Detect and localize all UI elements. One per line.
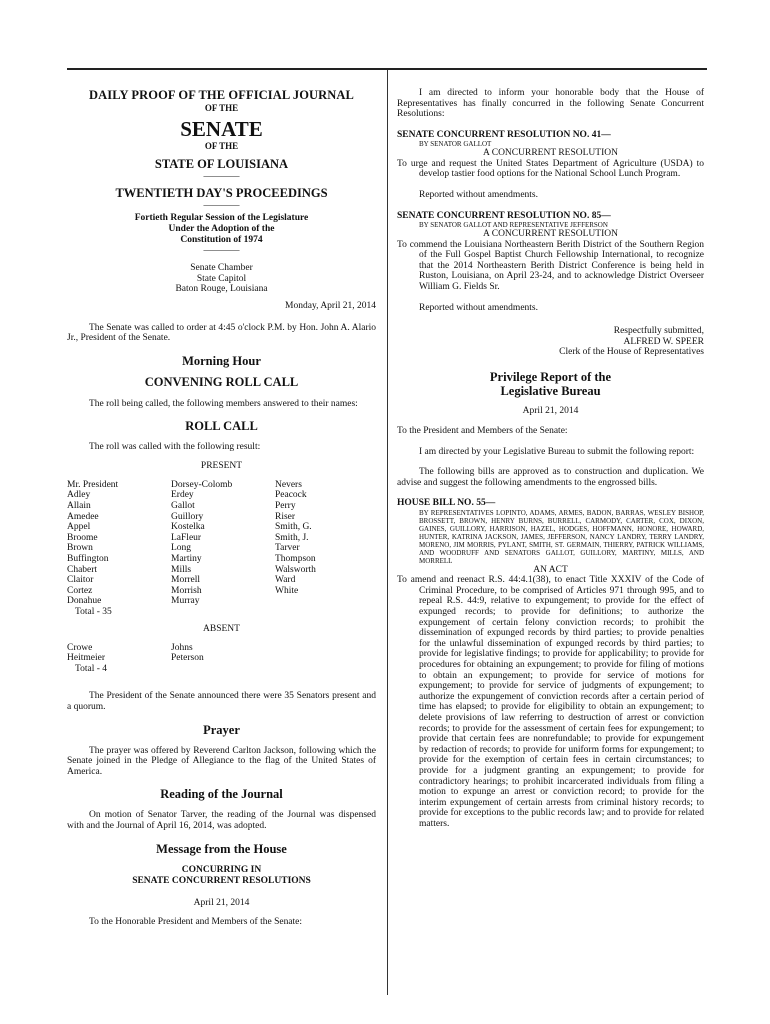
left-column bbox=[67, 88, 376, 927]
senator-name: Morrish bbox=[171, 585, 202, 596]
session-line-2: Under the Adoption of the bbox=[168, 224, 275, 234]
senator-name: Riser bbox=[275, 511, 296, 522]
scr-85-reported: Reported without amendments. bbox=[419, 302, 538, 313]
senate-heading: SENATE bbox=[180, 117, 263, 141]
concurring-line-2: SENATE CONCURRENT RESOLUTIONS bbox=[132, 875, 311, 886]
signature-title: Clerk of the House of Representatives bbox=[559, 347, 704, 358]
senator-name: LaFleur bbox=[171, 532, 202, 543]
privilege-date: April 21, 2014 bbox=[522, 405, 579, 416]
privilege-to: To the President and Members of the Senate: bbox=[397, 425, 568, 436]
scr-41-type: A CONCURRENT RESOLUTION bbox=[483, 148, 618, 159]
scr-41-reported: Reported without amendments. bbox=[419, 189, 538, 200]
place-line-2: State Capitol bbox=[196, 273, 247, 284]
privilege-following: The following bills are approved as to construction and duplication. We advise and suggest the following amendments to the engrossed bills. bbox=[397, 467, 704, 488]
senator-name: Tarver bbox=[275, 543, 300, 554]
senator-name: Martiny bbox=[171, 554, 202, 565]
present-column-2 bbox=[171, 480, 275, 607]
senator-name: Smith, G. bbox=[275, 522, 312, 533]
convening-roll-call-heading: CONVENING ROLL CALL bbox=[144, 374, 299, 389]
called-to-order: The Senate was called to order at 4:45 o'clock P.M. by Hon. John A. Alario Jr., President of the Senate. bbox=[67, 322, 376, 344]
prayer-heading: Prayer bbox=[203, 722, 240, 737]
senator-name: Perry bbox=[275, 501, 296, 512]
senator-name: Donahue bbox=[67, 596, 102, 607]
roll-result: The roll was called with the following result: bbox=[89, 442, 261, 453]
scr-41-body: To urge and request the United States Department of Agriculture (USDA) to develop tastier food options for the National School Lunch Program. bbox=[397, 158, 704, 180]
of-the-1: OF THE bbox=[204, 103, 239, 113]
place-line-3: Baton Rouge, Louisiana bbox=[175, 284, 268, 294]
scr-85-sponsor: BY SENATOR GALLOT AND REPRESENTATIVE JEFFERSON bbox=[419, 221, 608, 230]
absent-column-2 bbox=[171, 643, 277, 664]
senator-name: Smith, J. bbox=[275, 532, 309, 543]
column-divider bbox=[387, 70, 388, 995]
senator-name: Brown bbox=[67, 543, 93, 554]
right-column bbox=[397, 88, 704, 830]
reading-text: On motion of Senator Tarver, the reading of the Journal was dispensed with and the Journal of April 16, 2014, was adopted. bbox=[67, 810, 376, 831]
session-line-1: Fortieth Regular Session of the Legislature bbox=[134, 213, 309, 223]
dash-1: ———— bbox=[203, 171, 240, 181]
senator-name: Johns bbox=[171, 642, 193, 653]
senator-name: Appel bbox=[67, 522, 91, 533]
senator-name: Morrell bbox=[171, 575, 201, 586]
signature-line-1: Respectfully submitted, bbox=[613, 326, 704, 337]
journal-date: Monday, April 21, 2014 bbox=[285, 300, 376, 311]
senator-name: Buffington bbox=[67, 554, 109, 565]
senator-name: Gallot bbox=[171, 501, 195, 512]
scr-41-sponsor: BY SENATOR GALLOT bbox=[419, 140, 492, 149]
hb-55-body: To amend and reenact R.S. 44:4.1(38), to enact Title XXXIV of the Code of Criminal Procedure, to be comprised of Articles 971 through 995, and to repeal R.S. 44:9, relative to expungement; to provide for the effect of expunged records; to provide for definitions; to authorize the expungement of certain felony conviction records; to prohibit the dissemination of expunged records by third parties; to provide penalties for the unlawful dissemination of expunged records by third parties; to provide for legislative findings; to provide for applicability; to provide for procedures for obtaining an expungement; to provide for filing of motions to obtain an expungement; to provide for service of motions for expungement; to provide for service of judgments of expungement; to authorize the expungement of conviction records after a certain period of time has elapsed; to provide for eligibility to obtain an expungement; to delete provisions of law referring to destruction of arrest or conviction records; to provide for the assessment of certain fees for expungement; to provide that certain fees are nonrefundable; to provide for expungement by redaction of records; to provide for uniform forms for expungement; to provide for the exemption of certain fees in certain circumstances; to provide for a judgment granting an expungement; to provide for contradictory hearings; to prohibit incarcerated individuals from filing a motion to expunge an arrest or conviction record; to provide for the interim expungement of certain arrests from criminal history records; to provide for exceptions to the public records law; and to provide for related matters. bbox=[397, 575, 704, 829]
senator-name: Murray bbox=[171, 596, 200, 607]
senator-name: Allain bbox=[67, 501, 91, 512]
hb-55-title: HOUSE BILL NO. 55— bbox=[397, 498, 496, 509]
senator-name: Long bbox=[171, 543, 192, 554]
scr-41-title: SENATE CONCURRENT RESOLUTION NO. 41— bbox=[397, 129, 611, 140]
senator-name: Ward bbox=[275, 575, 296, 586]
session-line-3: Constitution of 1974 bbox=[180, 235, 263, 245]
senator-name: Nevers bbox=[275, 479, 302, 490]
present-total: Total - 35 bbox=[75, 607, 112, 617]
senator-name: Adley bbox=[67, 490, 91, 501]
senator-name: Thompson bbox=[275, 554, 316, 565]
privilege-directed: I am directed by your Legislative Bureau to submit the following report: bbox=[419, 446, 695, 457]
privilege-heading-1: Privilege Report of the bbox=[489, 369, 612, 384]
absent-total: Total - 4 bbox=[75, 663, 108, 674]
present-column-1 bbox=[67, 480, 171, 607]
roll-call-heading: ROLL CALL bbox=[185, 419, 258, 434]
senator-name: Crowe bbox=[67, 642, 93, 653]
dash-3: ———— bbox=[203, 245, 240, 255]
hb-55-sponsors: BY REPRESENTATIVES LOPINTO, ADAMS, ARMES, BADON, BARRAS, WESLEY BISHOP, BROSSETT, BROWN, HENRY BURNS, BURRELL, CARMODY, CARTER, COX, DIXON, GAINES, GUILLORY, HARRISON, HAZEL, HODGES, HOFFMANN, HONORE, HOWARD, HUNTER, KATRINA JACKSON, JAMES, JEFFERSON, NANCY LANDRY, TERRY LANDRY, MORENO, JIM MORRIS, PYLANT, SMITH, ST. GERMAIN, THIERRY, PATRICK WILLIAMS, AND WOODRUFF AND SENATORS GALLOT, GUILLORY, MARTINY, MILLS, AND MORRELL bbox=[419, 508, 704, 565]
message-date: April 21, 2014 bbox=[193, 897, 250, 908]
absent-column-1 bbox=[67, 643, 171, 664]
scr-85-body: To commend the Louisiana Northeastern Berith District of the Southern Region of the Full Gospel Baptist Church Fellowship International, to recognize that the 2014 Northeastern Berith District Conference is being held in Ruston, Louisiana, on April 23-24, and to acknowledge District Overseer William G. Fields Sr. bbox=[397, 239, 704, 292]
scr-85-title: SENATE CONCURRENT RESOLUTION NO. 85— bbox=[397, 210, 611, 221]
signature-name: ALFRED W. SPEER bbox=[623, 336, 704, 347]
message-to: To the Honorable President and Members of the Senate: bbox=[89, 916, 303, 927]
senator-name: Cortez bbox=[67, 585, 93, 596]
message-heading: Message from the House bbox=[156, 841, 287, 856]
senator-name: Erdey bbox=[171, 490, 194, 501]
senator-name: Mr. President bbox=[67, 479, 119, 490]
scr-85-type: A CONCURRENT RESOLUTION bbox=[483, 229, 618, 240]
present-table bbox=[67, 480, 337, 607]
absent-label: ABSENT bbox=[203, 623, 240, 634]
senator-name: Dorsey-Colomb bbox=[171, 479, 233, 490]
roll-being-called: The roll being called, the following members answered to their names: bbox=[89, 398, 358, 409]
present-column-3 bbox=[275, 480, 337, 607]
proceedings-heading: TWENTIETH DAY'S PROCEEDINGS bbox=[115, 186, 328, 200]
senator-name: Walsworth bbox=[275, 564, 316, 575]
directed-text: I am directed to inform your honorable body that the House of Representatives has finally concurred in the following Senate Concurrent Resolutions: bbox=[397, 88, 704, 120]
place-line-1: Senate Chamber bbox=[190, 263, 253, 273]
senator-name: Guillory bbox=[171, 511, 204, 522]
senator-name: Peterson bbox=[171, 653, 204, 664]
present-label: PRESENT bbox=[200, 460, 243, 471]
prayer-text: The prayer was offered by Reverend Carlton Jackson, following which the Senate joined in the Pledge of Allegiance to the flag of the United States of America. bbox=[67, 745, 376, 777]
journal-title: DAILY PROOF OF THE OFFICIAL JOURNAL bbox=[89, 88, 354, 102]
dash-2: ———— bbox=[203, 200, 240, 210]
absent-table bbox=[67, 643, 277, 664]
morning-hour-heading: Morning Hour bbox=[182, 353, 261, 368]
senator-name: Kostelka bbox=[171, 522, 205, 533]
concurring-line-1: CONCURRING IN bbox=[181, 864, 262, 875]
senator-name: Chabert bbox=[67, 564, 98, 575]
senator-name: Heitmeier bbox=[67, 653, 105, 664]
hb-55-type: AN ACT bbox=[533, 564, 568, 575]
senator-name: Mills bbox=[171, 564, 192, 575]
senator-name: White bbox=[275, 585, 299, 596]
reading-heading: Reading of the Journal bbox=[160, 787, 283, 802]
senator-name: Amedee bbox=[67, 511, 99, 522]
state-heading: STATE OF LOUISIANA bbox=[154, 157, 289, 171]
senator-name: Broome bbox=[67, 532, 98, 543]
senator-name: Peacock bbox=[275, 490, 307, 501]
of-the-2: OF THE bbox=[204, 141, 239, 151]
quorum-text: The President of the Senate announced there were 35 Senators present and a quorum. bbox=[67, 691, 376, 712]
privilege-heading-2: Legislative Bureau bbox=[500, 383, 601, 398]
senator-name: Claitor bbox=[67, 575, 94, 586]
